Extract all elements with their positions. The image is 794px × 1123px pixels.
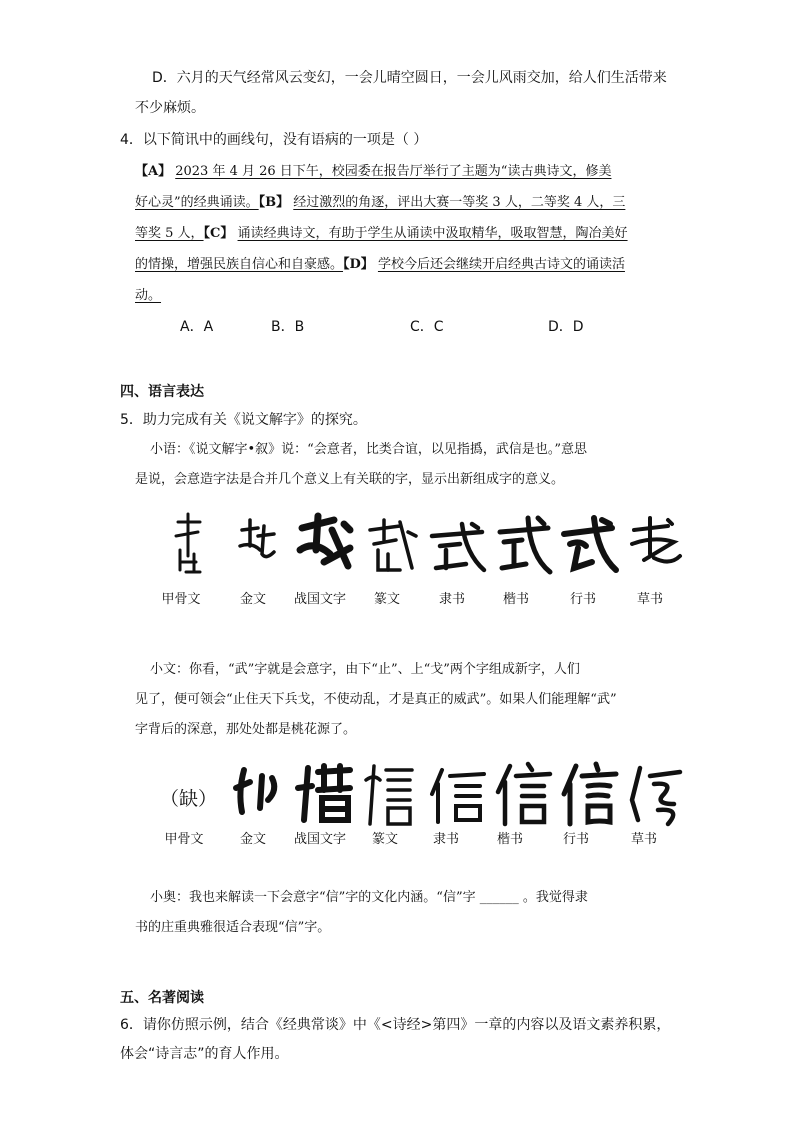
xin-label-oracle: 甲骨文 — [164, 832, 204, 847]
xin-label-bronze: 金文 — [239, 832, 267, 847]
xin-label-running: 行书 — [562, 832, 590, 847]
wu-label-seal: 篆文 — [373, 592, 401, 607]
q4-option-d[interactable]: D．D — [548, 319, 584, 335]
wu-calligraphy-row — [160, 510, 680, 580]
xiaowen-line3: 字背后的深意，那处处都是桃花源了。 — [135, 722, 357, 737]
sentence-d: 学校今后还会继续开启经典古诗文的诵读活 — [377, 257, 625, 272]
xiaoao-line1 — [150, 888, 588, 908]
sentence-b-cont: 等奖 5 人， — [135, 226, 204, 241]
q4-stem: 4．以下简讯中的画线句，没有语病的一项是（ ） — [120, 132, 428, 148]
calligraphy-wu-4 — [426, 510, 488, 580]
xiaowen-line2: 见了，便可领会“止住天下兵戈，不使动乱，才是真正的威武”。如果人们能理解“武” — [135, 692, 617, 707]
calligraphy-wu-2 — [294, 510, 356, 580]
xiaoao-line2: 书的庄重典雅很适合表现“信”字。 — [135, 920, 331, 935]
section5-heading: 五、名著阅读 — [120, 990, 204, 1006]
section4-heading: 四、语言表达 — [120, 384, 204, 400]
sentence-d-cont: 动。 — [135, 288, 162, 303]
tag-c: 【C】 — [203, 226, 234, 241]
answer-blank[interactable]: ______ — [479, 890, 519, 905]
wu-label-running: 行书 — [569, 592, 597, 607]
q3-option-d-line1: D．六月的天气经常风云变幻，一会儿晴空圆日，一会儿风雨交加，给人们生活带来 — [152, 70, 667, 86]
calligraphy-xin-1 — [294, 760, 356, 830]
calligraphy-wu-1 — [228, 510, 290, 580]
tag-a: 【A】 — [135, 164, 172, 179]
q4-option-b[interactable]: B．B — [271, 319, 305, 335]
calligraphy-wu-6 — [558, 510, 620, 580]
xin-missing-placeholder: （缺） — [160, 788, 218, 810]
wu-label-oracle: 甲骨文 — [161, 592, 201, 607]
xiaoao-text-a: 小奥：我也来解读一下会意字“信”字的文化内涵。“信”字 — [150, 890, 476, 905]
q4-passage-line5 — [135, 286, 161, 306]
calligraphy-xin-6 — [624, 760, 686, 830]
sentence-b: 经过激烈的角逐，评出大赛一等奖 3 人，二等奖 4 人，三 — [293, 195, 626, 210]
xiaoyu-line2: 是说，会意造字法是合并几个意义上有关联的字，显示出新组成字的意义。 — [135, 472, 565, 487]
q6-line1: 6．请你仿照示例，结合《经典常谈》中《<诗经>第四》一章的内容以及语文素养积累， — [120, 1017, 671, 1033]
xin-label-clerical: 隶书 — [432, 832, 460, 847]
calligraphy-wu-0 — [160, 510, 222, 580]
xin-label-cursive: 草书 — [630, 832, 658, 847]
calligraphy-wu-7 — [624, 510, 686, 580]
xin-label-regular: 楷书 — [496, 832, 524, 847]
xin-calligraphy-row — [160, 760, 680, 832]
wu-label-clerical: 隶书 — [438, 592, 466, 607]
q6-line2: 体会“诗言志”的育人作用。 — [120, 1046, 289, 1062]
calligraphy-xin-4 — [492, 760, 554, 830]
wu-label-regular: 楷书 — [502, 592, 530, 607]
xin-label-warring: 战国文字 — [293, 832, 347, 847]
q4-passage-line4 — [135, 255, 625, 275]
xin-label-seal: 篆文 — [371, 832, 399, 847]
calligraphy-xin-5 — [558, 760, 620, 830]
q4-option-a[interactable]: A．A — [180, 319, 214, 335]
wu-label-cursive: 草书 — [636, 592, 664, 607]
calligraphy-wu-3 — [360, 510, 422, 580]
tag-d: 【D】 — [343, 257, 374, 272]
calligraphy-wu-5 — [492, 510, 554, 580]
wu-label-warring: 战国文字 — [293, 592, 347, 607]
q5-stem: 5．助力完成有关《说文解字》的探究。 — [120, 412, 367, 428]
wu-label-bronze: 金文 — [239, 592, 267, 607]
calligraphy-xin-2 — [360, 760, 422, 830]
calligraphy-xin-0 — [228, 760, 290, 830]
sentence-a-cont: 好心灵”的经典诵读。 — [135, 195, 259, 210]
q3-option-d-line2: 不少麻烦。 — [135, 100, 205, 116]
q4-passage-line2 — [135, 193, 625, 213]
xiaoyu-line1: 小语：《说文解字•叙》说：“会意者，比类合谊，以见指撝，武信是也。”意思 — [150, 442, 587, 457]
xiaowen-line1: 小文：你看，“武”字就是会意字，由下“止”、上“戈”两个字组成新字，人们 — [150, 662, 580, 677]
tag-b: 【B】 — [258, 195, 290, 210]
xiaoao-text-b: 。我觉得隶 — [522, 890, 588, 905]
sentence-c: 诵读经典诗文，有助于学生从诵读中汲取精华，吸取智慧，陶冶美好 — [237, 226, 628, 241]
q4-option-c[interactable]: C．C — [410, 319, 444, 335]
sentence-a: 2023 年 4 月 26 日下午，校园委在报告厅举行了主题为“读古典诗文，修美 — [175, 164, 612, 179]
calligraphy-xin-3 — [426, 760, 488, 830]
q4-passage-line3 — [135, 224, 628, 244]
q4-passage-line1 — [135, 162, 611, 182]
sentence-c-cont: 的情操，增强民族自信心和自豪感。 — [135, 257, 344, 272]
